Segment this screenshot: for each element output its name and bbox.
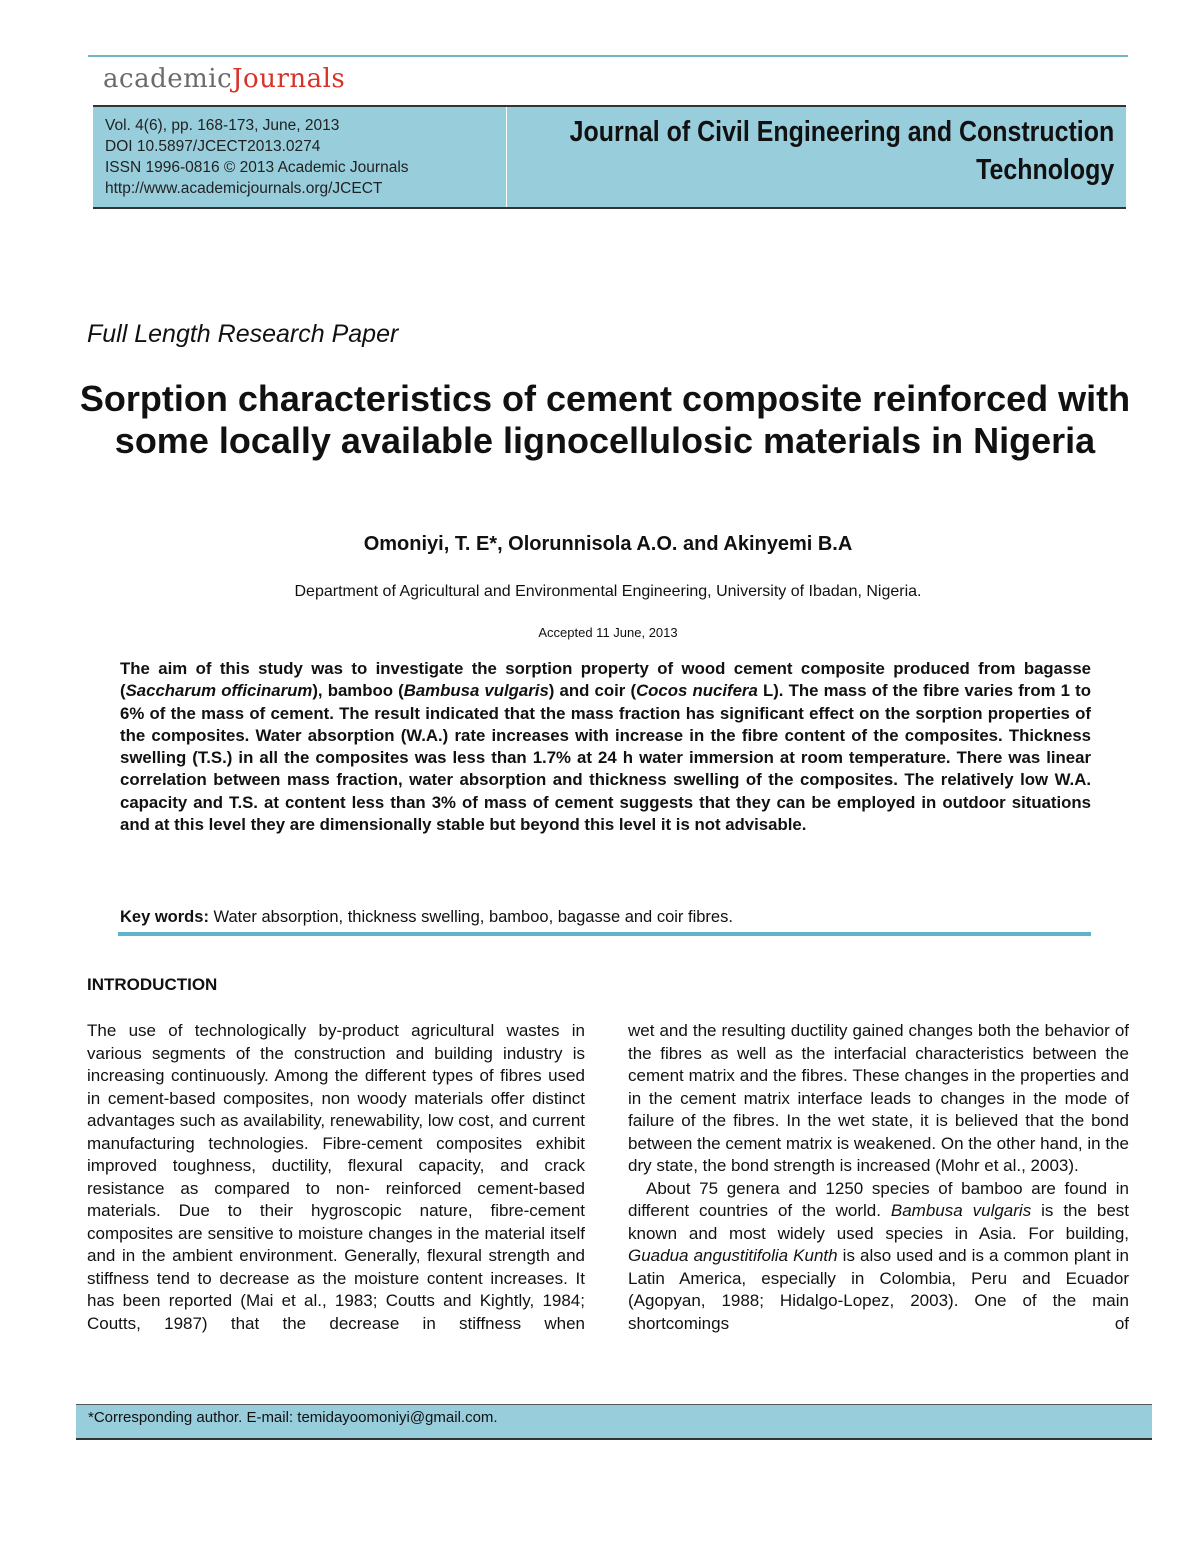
abstract-text: The aim of this study was to investigate the sorption property of wood cement composite produced from bagasse (	[120, 659, 1091, 701]
publisher-logo	[103, 64, 345, 94]
keywords	[120, 908, 733, 927]
abstract-species-bagasse: Saccharum officinarum	[125, 681, 313, 701]
author-list: Omoniyi, T. E*, Olorunnisola A.O. and Akinyemi B.A	[363, 533, 853, 555]
journal-title	[569, 113, 1114, 189]
species-name: Guadua angustitifolia Kunth	[628, 1246, 838, 1265]
body-paragraph: wet and the resulting ductility gained changes both the behavior of the fibres as well as the interfacial characteristics between the cement matrix and the fibres. These changes in the properties and in the cement matrix interface leads to changes in the mode of failure of the fibres. In the wet state, it is believed that the bond between the cement matrix is weakened. On the other hand, in the dry state, the bond strength is increased (Mohr et al., 2003).	[628, 1021, 1129, 1175]
abstract-text: ) and coir (	[548, 681, 637, 701]
body-paragraph	[628, 1178, 1129, 1336]
body-text: is also used and is a common plant in Latin America, especially in Colombia, Peru and Ecuador (Agopyan, 1988; Hidalgo-Lopez, 2003). One of the main shortcomings of	[628, 1246, 1130, 1333]
body-text: is the best known and most widely used species in Asia. For building,	[628, 1201, 1130, 1243]
journal-meta	[105, 115, 409, 199]
doi-info: DOI 10.5897/JCECT2013.0274	[105, 138, 321, 155]
keywords-rule	[118, 932, 1091, 936]
paper-type: Full Length Research Paper	[87, 320, 399, 348]
abstract-text: L). The mass of the fibre varies from 1 to 6% of the mass of cement. The result indicated that the mass fraction has significant effect on the sorption properties of the composites. Water absorption (W.A.) rate increases with increase in the fibre content of the composites. Thickness swelling (T.S.) in all the composites was less than 1.7% at 24 h water immersion at room temperature. There was linear correlation between mass fraction, water absorption and thickness swelling of the composites. The relatively low W.A. capacity and T.S. at content less than 3% of mass of cement suggests that they can be employed in outdoor situations and at this level they are dimensionally stable but beyond this level it is not advisable.	[120, 681, 1092, 835]
body-text: About 75 genera and 1250 species of bamboo are found in different countries of the world.	[628, 1178, 1129, 1220]
keywords-text: Water absorption, thickness swelling, bamboo, bagasse and coir fibres.	[208, 908, 733, 926]
accepted-date: Accepted 11 June, 2013	[538, 625, 678, 640]
banner-divider	[506, 107, 507, 207]
header-top-rule	[88, 55, 1128, 57]
journal-title-line2: Technology	[975, 154, 1114, 186]
issn-info: ISSN 1996-0816 © 2013 Academic Journals	[105, 159, 409, 176]
journal-banner	[93, 105, 1126, 209]
journal-title-line1: Journal of Civil Engineering and Construction	[569, 116, 1114, 148]
abstract-text: ), bamboo (	[312, 681, 404, 701]
logo-part-academic: academic	[103, 64, 233, 94]
abstract-species-coir: Cocos nucifera	[636, 681, 758, 701]
volume-info: Vol. 4(6), pp. 168-173, June, 2013	[105, 117, 340, 134]
affiliation: Department of Agricultural and Environmental Engineering, University of Ibadan, Nigeria.	[294, 583, 922, 600]
body-column-left	[87, 1020, 585, 1335]
body-column-right	[628, 1020, 1129, 1335]
species-name: Bambusa vulgaris	[890, 1201, 1032, 1220]
abstract	[120, 658, 1091, 836]
journal-url[interactable]: http://www.academicjournals.org/JCECT	[105, 180, 383, 197]
corresponding-author-footnote	[76, 1404, 1152, 1440]
paper-title: Sorption characteristics of cement composite reinforced with some locally available lignocellulosic materials in Nigeria	[79, 378, 1131, 461]
footnote-text: *Corresponding author. E-mail: temidayoomoniyi@gmail.com.	[88, 1409, 498, 1426]
body-paragraph: The use of technologically by-product agricultural wastes in various segments of the construction and building industry is increasing continuously. Among the different types of fibres used in cement-based composites, non woody materials offer distinct advantages such as availability, renewability, low cost, and current manufacturing technologies. Fibre-cement composites exhibit improved toughness, ductility, flexural capacity, and crack resistance as compared to non- reinforced cement-based materials. Due to their hygroscopic nature, fibre-cement composites are sensitive to moisture changes in the material itself and in the ambient environment. Generally, flexural strength and stiffness tend to decrease as the moisture content increases. It has been reported (Mai et al., 1983; Coutts and Kightly, 1984; Coutts, 1987) that the decrease in stiffness when	[87, 1021, 585, 1333]
abstract-species-bamboo: Bambusa vulgaris	[403, 681, 549, 701]
keywords-label: Key words:	[120, 908, 209, 926]
section-heading-introduction: INTRODUCTION	[87, 975, 218, 994]
logo-part-journals: Journals	[232, 64, 346, 94]
